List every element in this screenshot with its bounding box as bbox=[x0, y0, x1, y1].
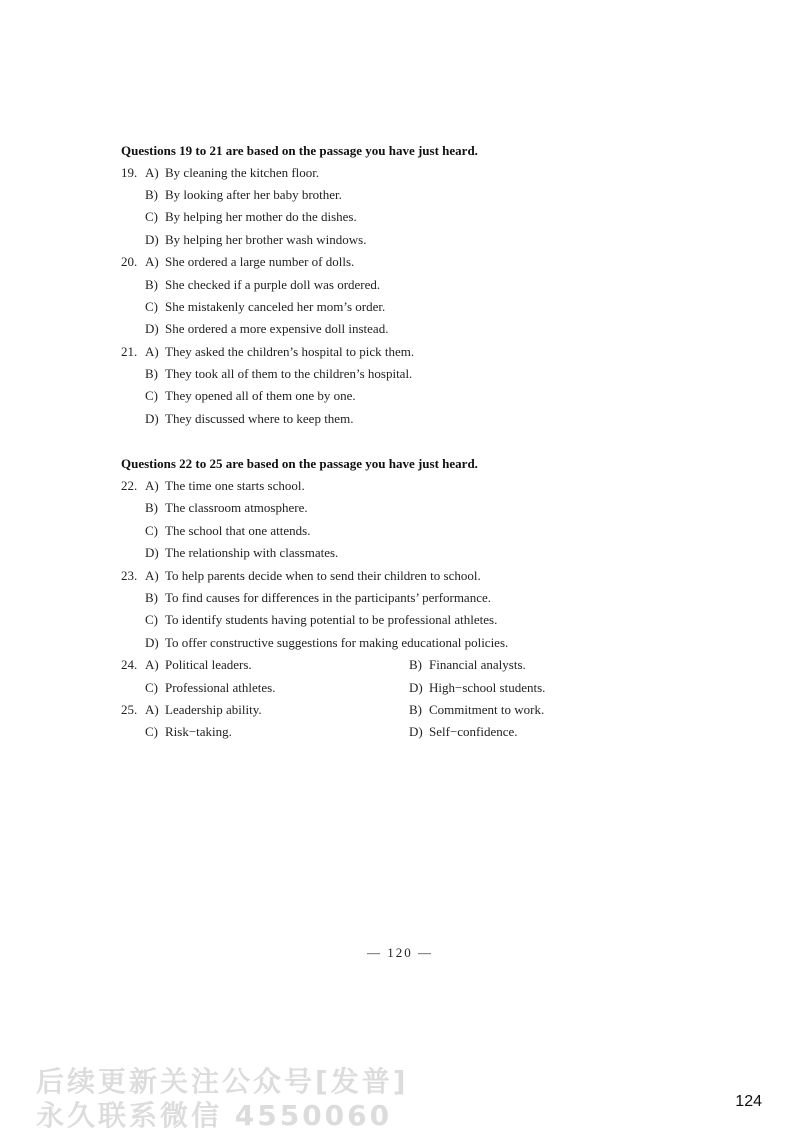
question-number: 24. bbox=[121, 657, 138, 672]
section-title-1: Questions 19 to 21 are based on the passage you have just heard. bbox=[121, 143, 478, 158]
question-number: 23. bbox=[121, 568, 138, 583]
option-20c: C) She mistakenly canceled her mom’s order. bbox=[145, 299, 386, 314]
corner-page-number: 124 bbox=[735, 1093, 762, 1110]
option-23d: D) To offer constructive suggestions for making educational policies. bbox=[145, 635, 509, 650]
option-20b: B) She checked if a purple doll was ordered. bbox=[145, 277, 381, 292]
watermark-line-2: 永久联系微信 4550060 bbox=[36, 1099, 393, 1132]
option-24d: D) High−school students. bbox=[409, 680, 546, 695]
question-number: 25. bbox=[121, 702, 138, 717]
option-22c: C) The school that one attends. bbox=[145, 523, 311, 538]
option-19a: A) By cleaning the kitchen floor. bbox=[145, 165, 320, 180]
question-number: 20. bbox=[121, 254, 138, 269]
option-20d: D) She ordered a more expensive doll instead. bbox=[145, 321, 389, 336]
option-24a: A) Political leaders. bbox=[145, 657, 252, 672]
question-number: 21. bbox=[121, 344, 138, 359]
option-22a: A) The time one starts school. bbox=[145, 478, 305, 493]
option-19b: B) By looking after her baby brother. bbox=[145, 187, 342, 202]
option-21a: A) They asked the children’s hospital to pick them. bbox=[145, 344, 415, 359]
option-24c: C) Professional athletes. bbox=[145, 680, 276, 695]
option-21d: D) They discussed where to keep them. bbox=[145, 411, 354, 426]
question-number: 22. bbox=[121, 478, 138, 493]
option-25a: A) Leadership ability. bbox=[145, 702, 262, 717]
option-22b: B) The classroom atmosphere. bbox=[145, 500, 308, 515]
option-25b: B) Commitment to work. bbox=[409, 702, 545, 717]
option-19d: D) By helping her brother wash windows. bbox=[145, 232, 367, 247]
option-21c: C) They opened all of them one by one. bbox=[145, 388, 356, 403]
option-19c: C) By helping her mother do the dishes. bbox=[145, 209, 357, 224]
option-22d: D) The relationship with classmates. bbox=[145, 545, 339, 560]
page-number: — 120 — bbox=[367, 945, 433, 960]
option-24b: B) Financial analysts. bbox=[409, 657, 526, 672]
question-number: 19. bbox=[121, 165, 138, 180]
option-20a: A) She ordered a large number of dolls. bbox=[145, 254, 355, 269]
option-23a: A) To help parents decide when to send their children to school. bbox=[145, 568, 481, 583]
section-title-2: Questions 22 to 25 are based on the passage you have just heard. bbox=[121, 456, 478, 471]
option-25d: D) Self−confidence. bbox=[409, 724, 518, 739]
option-21b: B) They took all of them to the children’s hospital. bbox=[145, 366, 413, 381]
option-23b: B) To find causes for differences in the participants’ performance. bbox=[145, 590, 491, 605]
option-25c: C) Risk−taking. bbox=[145, 724, 232, 739]
watermark-line-1: 后续更新关注公众号[发普] bbox=[36, 1065, 409, 1098]
option-23c: C) To identify students having potential to be professional athletes. bbox=[145, 612, 498, 627]
